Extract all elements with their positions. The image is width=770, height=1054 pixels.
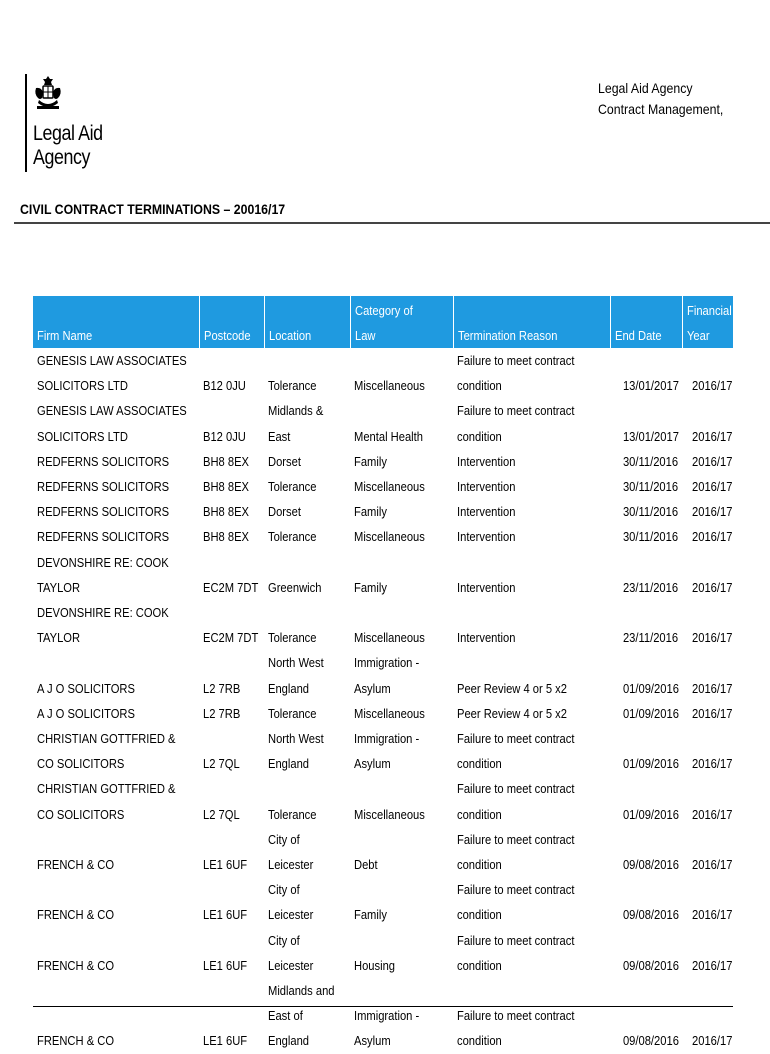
cell-location: Greenwich bbox=[268, 579, 322, 595]
cell-category: Immigration - Asylum bbox=[354, 731, 420, 772]
cell-postcode: EC2M 7DT bbox=[203, 579, 259, 595]
cell-financial-year: 2016/17 bbox=[692, 378, 733, 394]
cell-location: Tolerance bbox=[268, 378, 317, 394]
cell-financial-year: 2016/17 bbox=[692, 529, 733, 545]
table-row bbox=[33, 550, 733, 600]
cell-postcode: EC2M 7DT bbox=[203, 630, 259, 646]
cell-reason: Failure to meet contract condition bbox=[457, 781, 575, 822]
cell-end-date: 09/08/2016 bbox=[622, 957, 679, 973]
cell-postcode: LE1 6UF bbox=[203, 1033, 248, 1049]
cell-end-date: 09/08/2016 bbox=[622, 1033, 679, 1049]
cell-postcode: L2 7RB bbox=[203, 705, 241, 721]
cell-location: Midlands and East of England bbox=[268, 983, 335, 1049]
cell-location: Tolerance bbox=[268, 630, 317, 646]
table-header-row bbox=[33, 296, 733, 348]
cell-end-date: 09/08/2016 bbox=[622, 907, 679, 923]
cell-financial-year: 2016/17 bbox=[692, 428, 733, 444]
cell-end-date: 01/09/2016 bbox=[622, 806, 679, 822]
table-row bbox=[33, 474, 733, 499]
cell-category: Family bbox=[354, 453, 387, 469]
cell-location: City of Leicester bbox=[268, 831, 314, 873]
cell-reason: Failure to meet contract condition bbox=[457, 731, 575, 772]
cell-postcode: L2 7QL bbox=[203, 806, 240, 822]
cell-category: Miscellaneous bbox=[354, 806, 425, 822]
cell-reason: Intervention bbox=[457, 453, 516, 469]
cell-postcode: LE1 6UF bbox=[203, 857, 248, 873]
cell-postcode: BH8 8EX bbox=[203, 529, 249, 545]
cell-postcode: L2 7RB bbox=[203, 680, 241, 696]
cell-financial-year: 2016/17 bbox=[692, 504, 733, 520]
col-header-postcode: Postcode bbox=[199, 296, 264, 348]
cell-postcode: L2 7QL bbox=[203, 756, 240, 772]
logo-text bbox=[33, 122, 103, 170]
cell-end-date: 01/09/2016 bbox=[622, 680, 679, 696]
cell-postcode: B12 0JU bbox=[203, 378, 246, 394]
cell-financial-year: 2016/17 bbox=[692, 806, 733, 822]
table-row bbox=[33, 701, 733, 726]
cell-firm-name: DEVONSHIRE RE: COOK TAYLOR bbox=[37, 554, 169, 595]
cell-reason: Intervention bbox=[457, 479, 516, 495]
col-header-firm-name: Firm Name bbox=[33, 296, 199, 348]
cell-category: Miscellaneous bbox=[354, 529, 425, 545]
table-row bbox=[33, 398, 733, 448]
cell-firm-name: FRENCH & CO bbox=[37, 857, 115, 873]
table-row bbox=[33, 827, 733, 877]
cell-postcode: LE1 6UF bbox=[203, 907, 248, 923]
cell-reason: Failure to meet contract condition bbox=[457, 353, 575, 394]
cell-location: City of Leicester bbox=[268, 882, 314, 923]
cell-location: North West England bbox=[268, 655, 324, 696]
cell-financial-year: 2016/17 bbox=[692, 1033, 733, 1049]
cell-end-date: 01/09/2016 bbox=[622, 705, 679, 721]
col-header-end-date: End Date bbox=[610, 296, 682, 348]
cell-reason: Failure to meet contract condition bbox=[457, 403, 575, 444]
cell-firm-name: DEVONSHIRE RE: COOK TAYLOR bbox=[37, 605, 169, 646]
cell-postcode: BH8 8EX bbox=[203, 479, 249, 495]
royal-coat-of-arms-icon bbox=[33, 74, 63, 114]
agency-line-2: Contract Management, bbox=[598, 101, 724, 117]
cell-firm-name: GENESIS LAW ASSOCIATES SOLICITORS LTD bbox=[37, 353, 187, 394]
table-bottom-border bbox=[33, 1006, 733, 1007]
col-header-location: Location bbox=[264, 296, 350, 348]
cell-reason: Intervention bbox=[457, 529, 516, 545]
cell-end-date: 13/01/2017 bbox=[622, 378, 679, 394]
cell-location: Midlands & East bbox=[268, 403, 324, 444]
cell-category: Miscellaneous bbox=[354, 378, 425, 394]
cell-financial-year: 2016/17 bbox=[692, 579, 733, 595]
table-row bbox=[33, 449, 733, 474]
cell-category: Miscellaneous bbox=[354, 630, 425, 646]
cell-financial-year: 2016/17 bbox=[692, 680, 733, 696]
cell-end-date: 13/01/2017 bbox=[622, 428, 679, 444]
cell-location: Dorset bbox=[268, 453, 301, 469]
cell-location: North West England bbox=[268, 731, 324, 772]
cell-financial-year: 2016/17 bbox=[692, 479, 733, 495]
cell-category: Family bbox=[354, 907, 387, 923]
cell-firm-name: CHRISTIAN GOTTFRIED & CO SOLICITORS bbox=[37, 731, 176, 772]
cell-category: Family bbox=[354, 504, 387, 520]
cell-reason: Intervention bbox=[457, 630, 516, 646]
col-header-financial-year: Financial Year bbox=[682, 296, 733, 348]
cell-financial-year: 2016/17 bbox=[692, 705, 733, 721]
document-title: CIVIL CONTRACT TERMINATIONS – 20016/17 bbox=[20, 201, 286, 217]
cell-end-date: 09/08/2016 bbox=[622, 857, 679, 873]
logo-line-1: Legal Aid bbox=[33, 122, 103, 145]
cell-firm-name: FRENCH & CO bbox=[37, 907, 115, 923]
terminations-table bbox=[33, 296, 733, 1054]
table-row bbox=[33, 650, 733, 700]
cell-reason: Intervention bbox=[457, 504, 516, 520]
cell-firm-name: CHRISTIAN GOTTFRIED & CO SOLICITORS bbox=[37, 781, 176, 822]
cell-firm-name: A J O SOLICITORS bbox=[37, 705, 135, 721]
cell-firm-name: REDFERNS SOLICITORS bbox=[37, 479, 170, 495]
table-row bbox=[33, 978, 733, 1054]
cell-firm-name: GENESIS LAW ASSOCIATES SOLICITORS LTD bbox=[37, 403, 187, 444]
cell-end-date: 23/11/2016 bbox=[622, 630, 679, 646]
table-row bbox=[33, 776, 733, 826]
cell-firm-name: FRENCH & CO bbox=[37, 1033, 115, 1049]
cell-end-date: 01/09/2016 bbox=[622, 756, 679, 772]
cell-financial-year: 2016/17 bbox=[692, 857, 733, 873]
cell-category: Immigration - Asylum bbox=[354, 655, 420, 696]
cell-firm-name: A J O SOLICITORS bbox=[37, 680, 135, 696]
cell-category: Mental Health bbox=[354, 428, 423, 444]
cell-reason: Intervention bbox=[457, 579, 516, 595]
table-row bbox=[33, 600, 733, 650]
cell-category: Debt bbox=[354, 857, 378, 873]
cell-financial-year: 2016/17 bbox=[692, 630, 733, 646]
table-row bbox=[33, 348, 733, 398]
table-row bbox=[33, 524, 733, 549]
col-header-category: Category of Law bbox=[350, 296, 453, 348]
table-row bbox=[33, 499, 733, 524]
cell-reason: Failure to meet contract condition bbox=[457, 932, 575, 973]
col-header-reason: Termination Reason bbox=[453, 296, 610, 348]
cell-financial-year: 2016/17 bbox=[692, 907, 733, 923]
cell-financial-year: 2016/17 bbox=[692, 453, 733, 469]
cell-postcode: B12 0JU bbox=[203, 428, 246, 444]
cell-postcode: BH8 8EX bbox=[203, 453, 249, 469]
logo-divider bbox=[25, 74, 27, 172]
cell-location: Tolerance bbox=[268, 806, 317, 822]
cell-firm-name: REDFERNS SOLICITORS bbox=[37, 529, 170, 545]
cell-end-date: 30/11/2016 bbox=[622, 529, 679, 545]
cell-category: Immigration - Asylum bbox=[354, 1008, 420, 1049]
cell-reason: Failure to meet contract condition bbox=[457, 882, 575, 923]
cell-financial-year: 2016/17 bbox=[692, 756, 733, 772]
cell-location: City of Leicester bbox=[268, 932, 314, 973]
cell-reason: Failure to meet contract condition bbox=[457, 1008, 575, 1049]
title-divider bbox=[14, 222, 770, 224]
cell-category: Housing bbox=[354, 957, 396, 973]
cell-firm-name: REDFERNS SOLICITORS bbox=[37, 453, 170, 469]
cell-end-date: 30/11/2016 bbox=[622, 453, 679, 469]
cell-end-date: 23/11/2016 bbox=[622, 579, 679, 595]
cell-end-date: 30/11/2016 bbox=[622, 479, 679, 495]
cell-reason: Peer Review 4 or 5 x2 bbox=[457, 680, 567, 696]
table-row bbox=[33, 877, 733, 927]
cell-location: Tolerance bbox=[268, 479, 317, 495]
cell-firm-name: FRENCH & CO bbox=[37, 957, 115, 973]
cell-reason: Peer Review 4 or 5 x2 bbox=[457, 705, 567, 721]
agency-line-1: Legal Aid Agency bbox=[598, 80, 693, 96]
table-row bbox=[33, 726, 733, 776]
cell-end-date: 30/11/2016 bbox=[622, 504, 679, 520]
cell-financial-year: 2016/17 bbox=[692, 957, 733, 973]
cell-location: Tolerance bbox=[268, 705, 317, 721]
cell-category: Miscellaneous bbox=[354, 479, 425, 495]
cell-category: Miscellaneous bbox=[354, 705, 425, 721]
cell-firm-name: REDFERNS SOLICITORS bbox=[37, 504, 170, 520]
cell-location: Dorset bbox=[268, 504, 301, 520]
cell-category: Family bbox=[354, 579, 387, 595]
agency-address bbox=[598, 78, 723, 120]
table-row bbox=[33, 928, 733, 978]
cell-postcode: BH8 8EX bbox=[203, 504, 249, 520]
cell-location: Tolerance bbox=[268, 529, 317, 545]
cell-reason: Failure to meet contract condition bbox=[457, 831, 575, 873]
logo-line-2: Agency bbox=[33, 146, 90, 169]
cell-postcode: LE1 6UF bbox=[203, 957, 248, 973]
